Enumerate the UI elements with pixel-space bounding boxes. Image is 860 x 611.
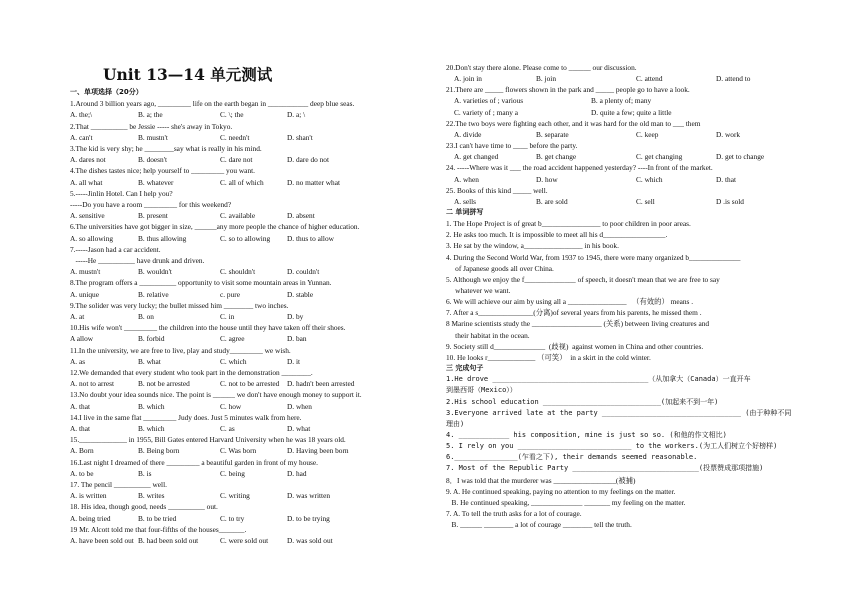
option-c: C. all of which <box>220 177 264 187</box>
option-c: C. how <box>220 401 242 411</box>
option-d: D. couldn't <box>287 267 320 277</box>
option-b: B. join <box>536 74 556 84</box>
option-b: B. relative <box>138 289 169 299</box>
text-line: 6. We will achieve our aim by using all a ________________ （有效的） means . <box>446 297 694 307</box>
option-b: B. a plenty of; many <box>591 96 652 106</box>
option-a: A. dares not <box>70 155 106 165</box>
text-line: 2.That __________ be Jessie ----- she's away in Tokyo. <box>70 121 233 131</box>
option-c: C. not to be arrested <box>220 379 280 389</box>
option-d: D. that <box>716 174 736 184</box>
text-line: 8 Marine scientists study the ___________________ (关系) between living creatures and <box>446 319 710 329</box>
option-c: C. in <box>220 312 235 321</box>
text-line: 5.-----Jinlin Hotel. Can I help you? <box>70 188 173 198</box>
option-a: A. as <box>70 356 86 366</box>
text-line: 11.In the university, we are free to live, play and study_________ we wish. <box>70 345 291 355</box>
text-line: 18. His idea, though good, needs __________ out. <box>70 502 218 512</box>
text-line: 20.Don't stay there alone. Please come to ______ our discussion. <box>446 63 637 72</box>
option-a: A. sensitive <box>70 211 105 221</box>
option-d: D. attend to <box>716 74 751 84</box>
text-line: 10.His wife won't _________ the children into the house until they have taken off their shoes. <box>70 323 346 333</box>
option-d: D. Having been born <box>287 446 349 456</box>
option-a: A. is written <box>70 491 107 501</box>
text-line: 19 Mr. Alcott told me that four-fifths of the houses_______. <box>70 524 247 534</box>
option-c: C. agree <box>220 334 245 344</box>
text-line: B. ______ ________ a lot of courage ________ tell the truth. <box>446 520 632 530</box>
text-line: whatever we want. <box>446 286 511 295</box>
option-b: B. which <box>138 424 165 433</box>
option-a: A. to be <box>70 468 94 478</box>
option-b: B. writes <box>138 491 165 501</box>
option-a: A. sells <box>454 196 477 206</box>
text-line: 9.The solider was very lucky; the bullet missed him ________ two inches. <box>70 300 289 310</box>
option-a: A. unique <box>70 289 99 299</box>
text-line: 4. ____________ his composition, mine is just so so. (和他的作文相比) <box>446 430 727 439</box>
option-a: A. mustn't <box>70 267 101 277</box>
text-line: 6.The universities have got bigger in size, ______any more people the chance of higher education. <box>70 222 360 232</box>
option-a: A. that <box>70 401 90 411</box>
section-heading: 一、单项选择（20分） <box>70 88 143 96</box>
text-line: -----He __________ have drunk and driven. <box>70 256 205 265</box>
text-line: 5. I rely on you ___________________________ to the workers.(为工人们树立个好榜样) <box>446 442 778 451</box>
option-b: B. forbid <box>138 334 165 344</box>
option-b: B. are sold <box>536 196 568 206</box>
text-line: 9. Society still d______________ (歧视) against women in China and other countries. <box>446 341 704 351</box>
option-b: B. whatever <box>138 177 174 187</box>
option-b: B. to be tried <box>138 513 177 523</box>
text-line: 21.There are _____ flowers shown in the park and _____ people go to have a look. <box>446 85 690 95</box>
option-c: C. to try <box>220 513 245 523</box>
option-b: B. separate <box>536 129 569 139</box>
text-line: -----Do you have a room _________ for this weekend? <box>70 200 232 209</box>
text-line: 17. The pencil __________ well. <box>70 480 167 489</box>
option-a: A. divide <box>454 129 482 139</box>
option-b: D. quite a few; quite a little <box>591 107 672 117</box>
option-d: D. hadn't been arrested <box>287 379 355 389</box>
option-a: C. variety of ; many a <box>454 107 519 117</box>
text-line: 9. A. He continued speaking, paying no attention to my feelings on the matter. <box>446 486 676 496</box>
option-d: D. stable <box>287 289 314 299</box>
page-title: Unit 13—14 单元测试 <box>103 65 273 84</box>
option-c: C. which <box>636 174 663 184</box>
option-c: C. needn't <box>220 132 250 142</box>
text-line: 6._______________(乍看之下), their demands seemed reasonable. <box>446 453 698 462</box>
option-b: B. get change <box>536 152 577 162</box>
option-a: A. varieties of ; various <box>454 96 524 106</box>
text-line: of Japanese goods all over China. <box>446 263 554 273</box>
option-a: A. so allowing <box>70 233 114 243</box>
text-line: 7. A. To tell the truth asks for a lot of courage. <box>446 509 582 518</box>
option-b: B. not be arrested <box>138 379 190 389</box>
option-d: D .is sold <box>716 196 744 206</box>
option-b: B. present <box>138 211 168 221</box>
text-line: 15._____________ in 1955, Bill Gates entered Harvard University when he was 18 years old. <box>70 435 346 445</box>
option-b: B. had been sold out <box>138 536 199 545</box>
text-line: 8．I was told that the murderer was _________________(被捕) <box>446 475 636 485</box>
option-a: A. join in <box>454 74 482 84</box>
option-b: B. is <box>138 468 152 478</box>
option-b: B. Being born <box>138 446 180 456</box>
option-c: C. get changing <box>636 152 683 162</box>
section-heading: 三 完成句子 <box>446 364 484 373</box>
option-b: B. what <box>138 356 161 366</box>
option-d: D. ban <box>287 334 307 344</box>
option-a: A. have been sold out <box>70 536 134 545</box>
option-b: B. a; the <box>138 110 163 120</box>
option-d: D. had <box>287 468 307 478</box>
option-d: D. no matter what <box>287 177 341 187</box>
option-a: A. the;\ <box>70 110 93 120</box>
option-a: A. all what <box>70 177 103 187</box>
text-line: 13.No doubt your idea sounds nice. The point is ______ we don't have enough money to support it. <box>70 390 362 400</box>
section-heading: 二 单词拼写 <box>446 207 484 216</box>
text-line: 4. During the Second World War, from 1937 to 1945, there were many organized b______________ <box>446 252 741 262</box>
option-c: C. as <box>220 424 235 433</box>
option-c: C. shouldn't <box>220 267 256 277</box>
option-d: D. absent <box>287 211 315 221</box>
text-line: 22.The two boys were fighting each other, and it was hard for the old man to ___ them <box>446 118 701 128</box>
option-b: B. mustn't <box>138 132 168 142</box>
option-d: D. when <box>287 401 312 411</box>
option-a: A. get changed <box>454 152 499 162</box>
option-a: A. not to arrest <box>70 379 115 389</box>
text-line: 16.Last night I dreamed of there _________ a beautiful garden in front of my house. <box>70 457 318 467</box>
text-line: 7. Most of the Republic Party ______________________________(投票赞成那项措施) <box>446 464 764 473</box>
option-d: D. work <box>716 129 741 139</box>
option-d: D. was sold out <box>287 536 333 545</box>
option-b: D. how <box>536 174 558 184</box>
option-b: B. wouldn't <box>138 267 172 277</box>
option-d: D. what <box>287 424 311 433</box>
option-c: C. \; the <box>220 110 244 120</box>
option-b: B. on <box>138 312 154 321</box>
text-line: 1.He drove _____________________________________（从加拿大（Canada）一直开车 <box>446 375 751 384</box>
option-c: C. dare not <box>220 155 253 165</box>
text-line: their habitat in the ocean. <box>446 330 530 340</box>
option-c: C. sell <box>636 196 655 206</box>
text-line: 24. -----Where was it ___ the road accident happened yesterday? ----In front of the market. <box>446 163 713 173</box>
option-d: D. thus to allow <box>287 233 334 243</box>
option-b: B. thus allowing <box>138 233 187 243</box>
option-d: D. get to change <box>716 152 765 162</box>
option-d: D. a; \ <box>287 110 306 120</box>
text-line: 7. After a s_______________(分离)of several years from his parents, he missed them . <box>446 308 702 318</box>
text-line: 5. Although we enjoy the f______________ of speech, it doesn't mean that we are free to say <box>446 274 720 284</box>
text-line: 1.Around 3 billion years ago, _________ life on the earth began in ___________ deep blue seas. <box>70 99 355 109</box>
option-c: C. writing <box>220 491 250 501</box>
option-c: C. keep <box>636 129 659 139</box>
option-d: D. to be trying <box>287 513 330 523</box>
option-a: A. Born <box>70 446 94 456</box>
option-a: A. being tried <box>70 513 111 523</box>
option-c: C. were sold out <box>220 536 269 545</box>
text-line: 10. He looks r_____________ （可笑） in a skirt in the cold winter. <box>446 352 651 362</box>
text-line: 2. He asks too much. It is impossible to meet all his d_________________. <box>446 230 668 240</box>
text-line: 3. He sat by the window, a________________ in his book. <box>446 241 619 251</box>
option-a: A. that <box>70 424 90 433</box>
text-line: 2.His school education ____________________________(加起来不到一年) <box>446 397 719 406</box>
option-d: D. it <box>287 356 301 366</box>
text-line: B. He continued speaking, ______________ _______ my feeling on the matter. <box>446 497 686 507</box>
option-b: B. doesn't <box>138 155 168 165</box>
option-c: C. Was born <box>220 446 257 456</box>
option-b: B. which <box>138 401 165 411</box>
text-line: 25. Books of this kind _____ well. <box>446 185 548 195</box>
option-a: A. when <box>454 174 479 184</box>
text-line: 3.Everyone arrived late at the party _________________________________ (由于种种不同 <box>446 408 792 417</box>
option-d: D. dare do not <box>287 155 330 165</box>
option-d: D. was written <box>287 491 331 501</box>
text-line: 14.I live in the same flat _________ Judy does. Just 5 minutes walk from here. <box>70 412 302 422</box>
option-d: D. shan't <box>287 132 313 142</box>
option-c: c. pure <box>220 289 240 299</box>
option-a: A allow <box>70 334 94 344</box>
option-d: D. by <box>287 312 304 321</box>
text-line: 1. The Hope Project is of great b________________ to poor children in poor areas. <box>446 219 691 229</box>
text-line: 到墨西哥（Mexico）） <box>446 386 517 395</box>
text-line: 3.The kid is very shy; he ________say what is really in his mind. <box>70 144 262 153</box>
text-line: 7.-----Jason had a car accident. <box>70 244 161 254</box>
text-line: 8.The program offers a __________ opportunity to visit some mountain areas in Yunnan. <box>70 278 332 288</box>
option-c: C. available <box>220 211 256 221</box>
text-line: 理由) <box>446 419 465 428</box>
option-c: C. so to allowing <box>220 233 271 243</box>
option-a: A. at <box>70 312 85 321</box>
option-c: C. which <box>220 356 247 366</box>
text-line: 12.We demanded that every student who took part in the demonstration ________. <box>70 368 313 377</box>
text-line: 4.The dishes tastes nice; help yourself to _________ you want. <box>70 166 255 176</box>
option-c: C. attend <box>636 74 663 84</box>
text-line: 23.I can't have time to ____ before the party. <box>446 141 578 151</box>
option-c: C. being <box>220 468 245 478</box>
option-a: A. can't <box>70 132 93 142</box>
